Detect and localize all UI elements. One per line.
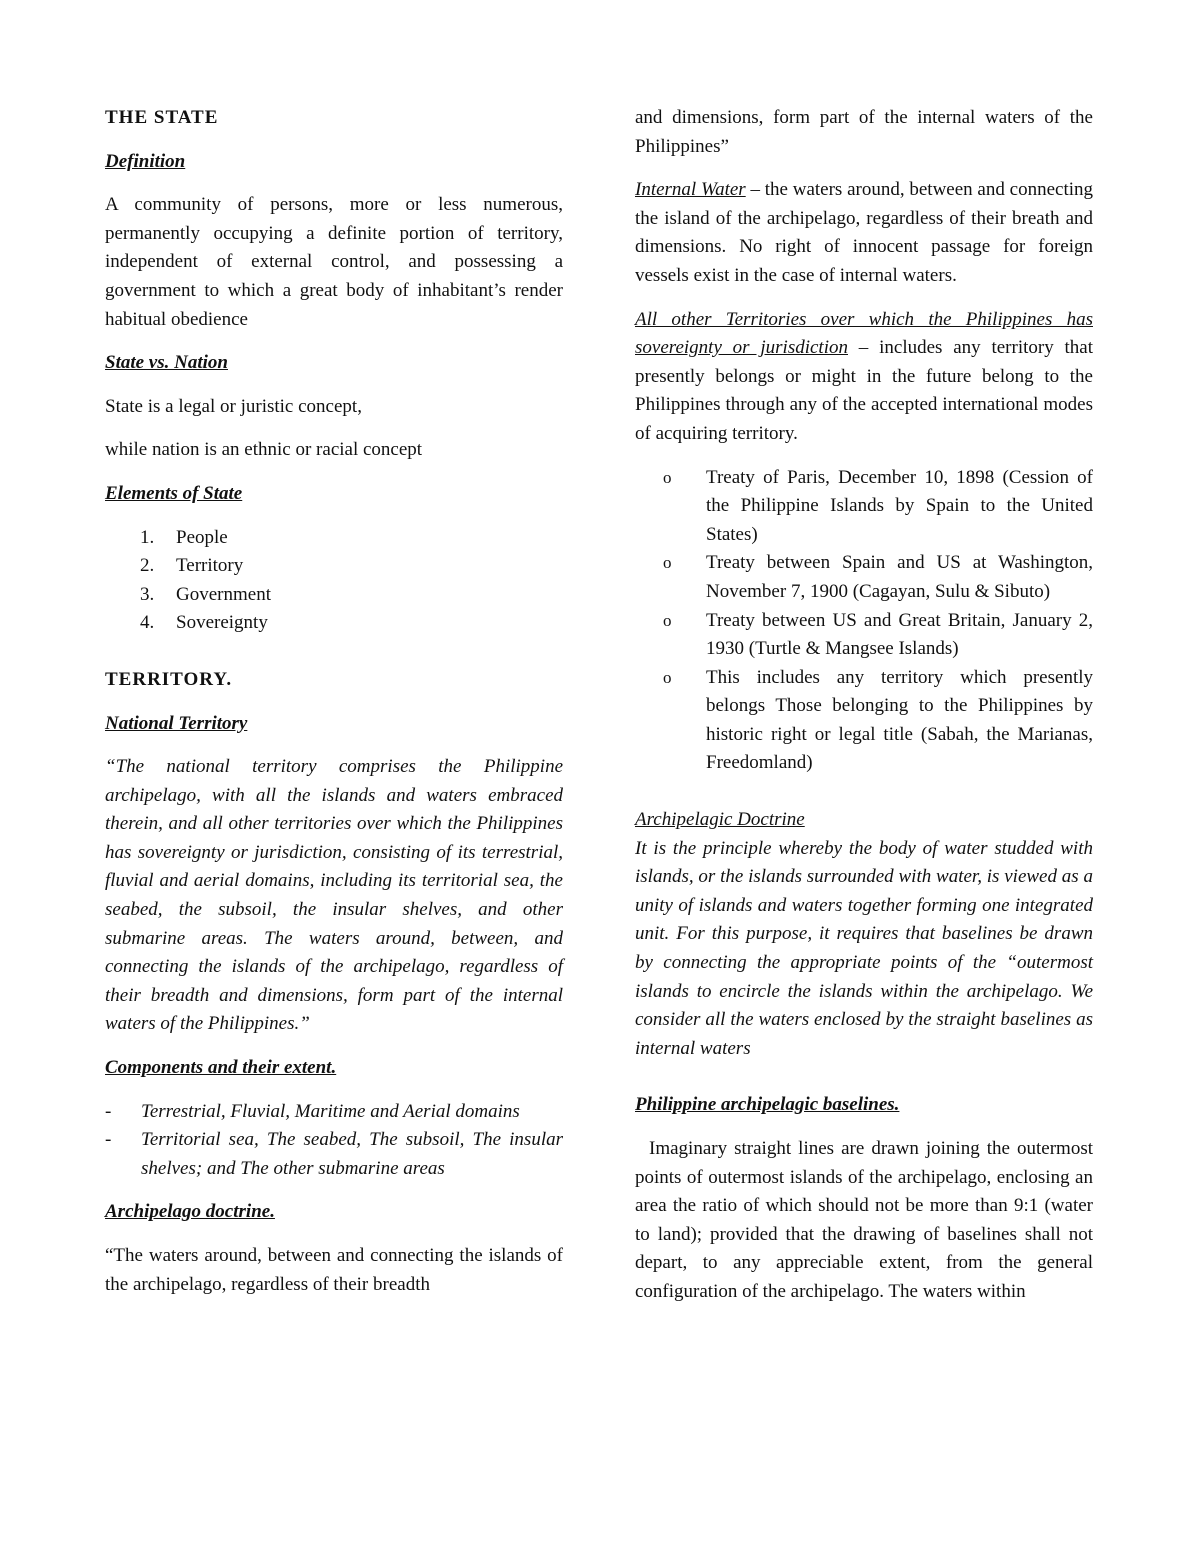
state-vs-nation-heading: State vs. Nation xyxy=(105,352,228,374)
elements-heading: Elements of State xyxy=(105,482,243,504)
section-title-state: THE STATE xyxy=(105,107,219,128)
continuation-text: and dimensions, form part of the internal waters of the Philippines” xyxy=(635,107,1093,157)
baselines-heading: Philippine archipelagic baselines. xyxy=(635,1094,900,1116)
list-item: 4. Sovereignty xyxy=(140,612,268,634)
state-line: State is a legal or juristic concept, xyxy=(105,395,362,417)
archipelago-doctrine-text: “The waters around, between and connecting the islands of the archipelago, regardless of their breadth xyxy=(105,1245,563,1295)
archipelagic-doctrine-text: It is the principle whereby the body of water studded with islands, or the islands surrounded with water, is viewed as a unity of islands and waters together forming one integrated unit. For this purpose, it requires that baselines be drawn by connecting the appropriate points of the “outermost islands to encircle the islands within the archipelago. We consider all the waters enclosed by the straight baselines as internal waters xyxy=(635,837,1093,1059)
components-heading: Components and their extent. xyxy=(105,1057,337,1079)
list-item: - Terrestrial, Fluvial, Maritime and Aerial domains xyxy=(105,1100,520,1122)
other-territories-paragraph xyxy=(635,306,1093,449)
list-item: - Territorial sea, The seabed, The subsoil, The insular shelves; and The other submarine areas xyxy=(105,1129,563,1179)
internal-water-text: – the waters around, between and connecting the island of the archipelago, regardless of their breath and dimensions. No right of innocent passage for foreign vessels exist in the case of internal waters. xyxy=(635,179,1094,286)
left-column xyxy=(105,104,563,1299)
archipelagic-doctrine-heading: Archipelagic Doctrine xyxy=(635,809,805,831)
components-list xyxy=(105,1098,563,1184)
list-item: o Treaty between US and Great Britain, January 2, 1930 (Turtle & Mangsee Islands) xyxy=(663,609,1093,660)
list-item: o This includes any territory which presently belongs Those belonging to the Philippines by historic right or legal title (Sabah, the Marianas, Freedomland) xyxy=(663,666,1093,774)
national-territory-quote: “The national territory comprises the Philippine archipelago, with all the islands and waters embraced therein, and all other territories over which the Philippines has sovereignty or jurisdiction, consisting of its terrestrial, fluvial and aerial domains, including its territorial sea, the seabed, the subsoil, the insular shelves, and other submarine areas. The waters around, between, and connecting the islands of the archipelago, regardless of their breadth and dimensions, form part of the internal waters of the Philippines.” xyxy=(105,756,563,1035)
internal-water-term: Internal Water xyxy=(635,179,746,201)
list-item: o Treaty between Spain and US at Washington, November 7, 1900 (Cagayan, Sulu & Sibuto) xyxy=(663,552,1093,602)
baselines-text: Imaginary straight lines are drawn joining the outermost points of outermost islands of the archipelago, enclosing an area the ratio of which should not be more than 9:1 (water to land); provided that the drawing of baselines shall not depart, to any appreciable extent, from the general configuration of the archipelago. The waters within xyxy=(635,1138,1093,1302)
list-item: 2. Territory xyxy=(140,555,244,577)
nation-line: while nation is an ethnic or racial concept xyxy=(105,439,423,461)
list-item: 3. Government xyxy=(140,583,271,605)
definition-text: A community of persons, more or less numerous, permanently occupying a definite portion of territory, independent of external control, and possessing a government to which a great body of inhabitant’s render habitual obedience xyxy=(105,194,563,330)
list-item: 1. People xyxy=(140,526,228,548)
elements-list xyxy=(105,524,563,638)
other-territories-text: – includes any territory that presently belongs or might in the future belong to the Philippines through any of the accepted international modes of acquiring territory. xyxy=(635,337,1093,444)
national-territory-heading: National Territory xyxy=(105,712,248,734)
archipelago-doctrine-heading: Archipelago doctrine. xyxy=(105,1201,275,1223)
right-column xyxy=(635,104,1093,1307)
treaties-list xyxy=(635,464,1093,779)
list-item: o Treaty of Paris, December 10, 1898 (Cession of the Philippine Islands by Spain to the United States) xyxy=(663,466,1093,545)
definition-heading: Definition xyxy=(105,150,186,172)
internal-water-paragraph xyxy=(635,176,1093,290)
section-title-territory: TERRITORY. xyxy=(105,668,233,690)
other-territories-term: All other Territories over which the Philippines has sovereignty or jurisdiction xyxy=(635,308,1093,359)
